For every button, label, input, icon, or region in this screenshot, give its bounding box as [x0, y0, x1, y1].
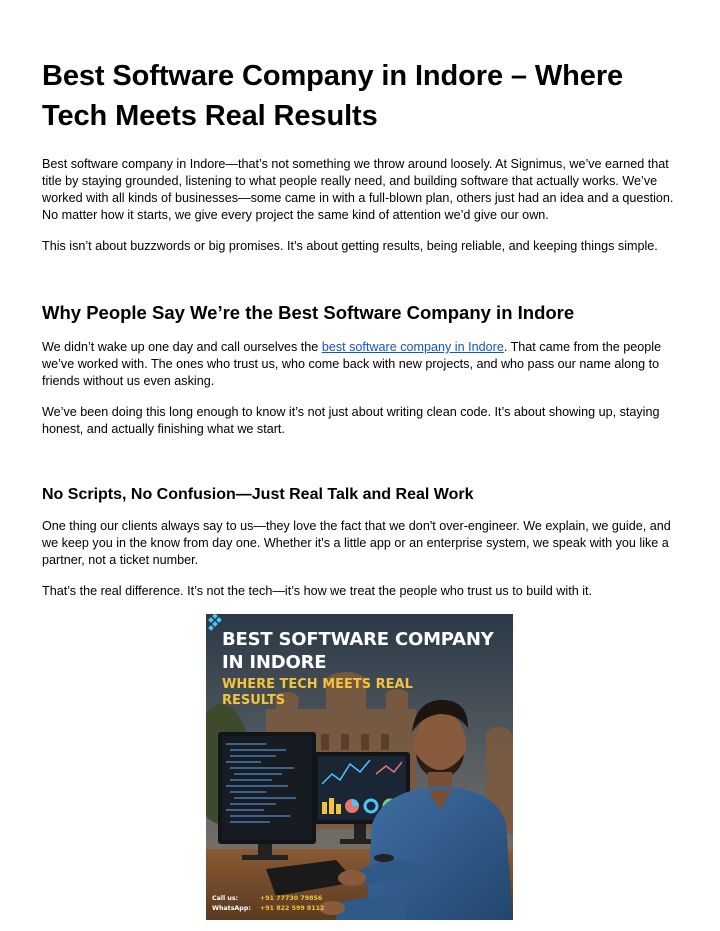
banner-call-row — [212, 894, 324, 904]
call-number: +91 77730 79856 — [260, 895, 323, 902]
no-scripts-paragraph-1: One thing our clients always say to us—they love the fact that we don't over-engineer. We explain, we guide, and we keep you in the know from day one. Whether it's a little app or an enterprise system, we speak with you like a partner, not a ticket number. — [42, 519, 671, 567]
article — [42, 56, 682, 614]
section-heading-why: Why People Say We’re the Best Software Company in Indore — [42, 302, 575, 323]
why-paragraph-2: We’ve been doing this long enough to know it’s not just about writing clean code. It’s about showing up, staying honest, and actually finishing what we start. — [42, 405, 660, 436]
why-text-before-link: We didn’t wake up one day and call ourselves the — [42, 340, 322, 354]
intro-paragraph-2: This isn’t about buzzwords or big promises. It’s about getting results, being reliable, and keeping things simple. — [42, 239, 658, 253]
section-heading-no-scripts: No Scripts, No Confusion—Just Real Talk and Real Work — [42, 486, 474, 503]
banner-whatsapp-row — [212, 904, 324, 914]
whatsapp-number: +91 822 599 8112 — [260, 905, 325, 912]
call-label: Call us: — [212, 895, 239, 902]
best-software-company-link[interactable]: best software company in Indore — [321, 340, 504, 354]
why-text-after-link: . That came from the people we’ve worked with. The ones who trust us, who come back with new projects, and who pass our name along to friends without us even asking. — [42, 340, 662, 388]
banner-subtitle: WHERE TECH MEETS REAL RESULTS — [222, 677, 413, 708]
banner-contact-info — [212, 894, 324, 914]
promo-banner-image — [206, 614, 513, 920]
banner-title: BEST SOFTWARE COMPANY IN INDORE — [222, 629, 494, 673]
intro-paragraph-1: Best software company in Indore—that’s not something we throw around loosely. At Signimus, we’ve earned that title by staying grounded, listening to what people really need, and building software that actually works. We’ve worked with all kinds of businesses—some came in with a full-blown plan, others just had an idea and a question. No matter how it starts, we give every project the same kind of attention we’d give our own. — [42, 157, 674, 222]
page-title: Best Software Company in Indore – Where Tech Meets Real Results — [42, 60, 624, 132]
no-scripts-paragraph-2: That’s the real difference. It’s not the tech—it’s how we treat the people who trust us to build with it. — [42, 584, 592, 598]
why-paragraph-1 — [42, 339, 682, 390]
whatsapp-label: WhatsApp: — [212, 905, 251, 912]
